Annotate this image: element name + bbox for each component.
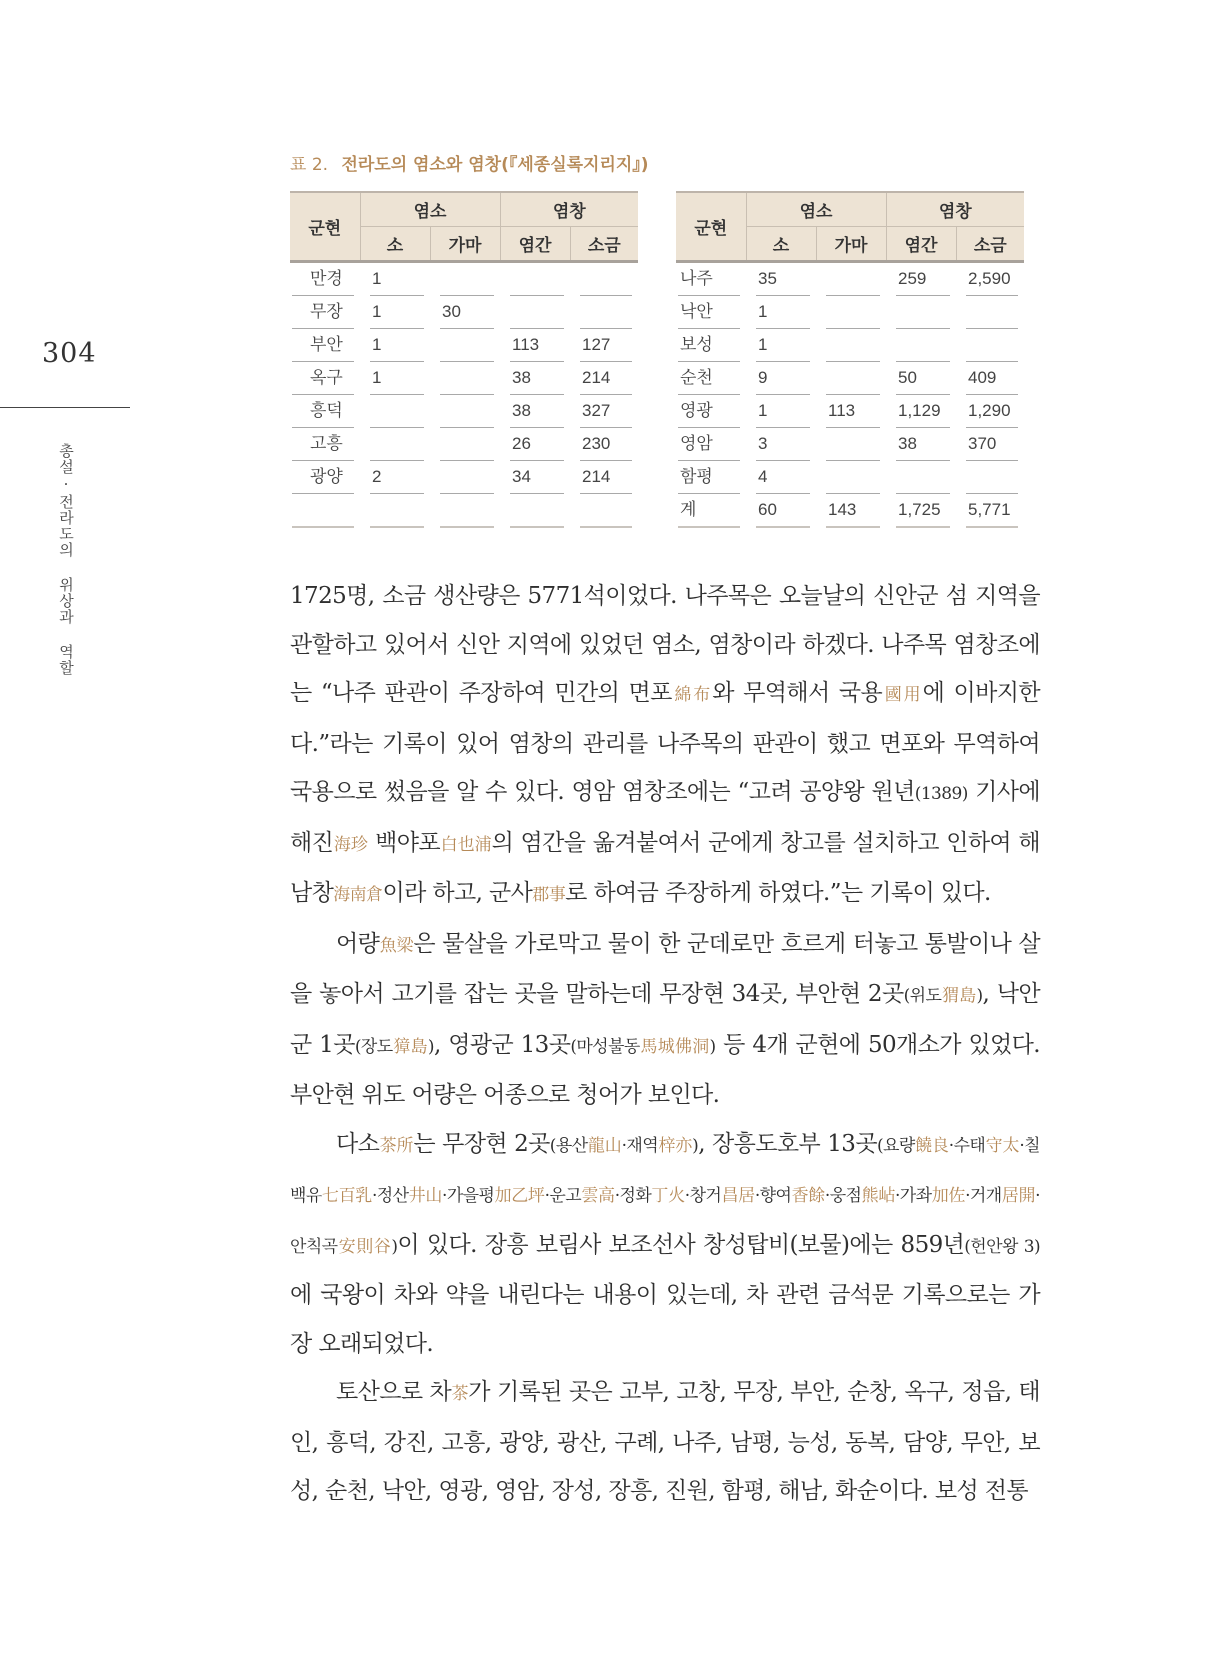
header-county: 군현	[290, 192, 360, 262]
hanja-annotation: 龍山	[587, 1135, 622, 1156]
header-sogeum: 소금	[956, 227, 1024, 262]
cell-gama: 143	[816, 494, 886, 528]
header-yeomchang: 염창	[500, 192, 638, 227]
cell-so: 1	[360, 329, 430, 362]
text-run: 이라 하고, 군사	[382, 880, 533, 906]
small-note: ·가을평	[442, 1186, 495, 1206]
table-row	[676, 428, 1024, 461]
small-note: ·정화	[614, 1186, 652, 1206]
hanja-annotation: 茶	[451, 1384, 469, 1404]
cell-county: 만경	[290, 262, 360, 297]
cell-gama	[816, 461, 886, 494]
cell-sogeum: 409	[956, 362, 1024, 395]
table-row	[290, 362, 638, 395]
table-row	[676, 461, 1024, 494]
cell-so	[360, 494, 430, 528]
cell-gama	[816, 362, 886, 395]
cell-so	[360, 395, 430, 428]
paragraph-fish-weirs	[290, 920, 1040, 1120]
cell-sogeum	[570, 296, 638, 329]
hanja-annotation: 海南倉	[333, 885, 383, 905]
small-note: ·거개	[965, 1186, 1002, 1206]
text-run: , 낙안군 1곳	[290, 981, 1040, 1058]
hanja-annotation: 加乙坪	[494, 1186, 545, 1206]
header-yeomso: 염소	[746, 192, 886, 227]
cell-county: 나주	[676, 262, 746, 297]
hanja-annotation: 馬城佛洞	[639, 1036, 710, 1057]
text-run: 가 기록된 곳은 고부, 고창, 무장, 부안, 순창, 옥구, 정읍, 태인, 흥덕, 강진, 고흥, 광양, 광산, 구례, 나주, 남평, 능성, 동복, 담양, 무안, 보성, 순천, 낙안, 영광, 영암, 장성, 장흥, 진원, 함평, 해남, 화순이다. 보성 전통	[290, 1379, 1040, 1504]
text-run: 이 있다. 장흥 보림사 보조선사 창성탑비(보물)에는 859년	[397, 1231, 965, 1258]
cell-county: 광양	[290, 461, 360, 494]
cell-sogeum	[570, 262, 638, 297]
table-row	[676, 494, 1024, 528]
cell-sogeum: 327	[570, 395, 638, 428]
hanja-annotation: 加佐	[931, 1186, 966, 1206]
cell-sogeum: 5,771	[956, 494, 1024, 528]
text-run: 토산으로 차	[336, 1379, 452, 1405]
small-note: ·재역	[621, 1135, 659, 1156]
cell-sogeum: 2,590	[956, 262, 1024, 297]
cell-so: 1	[746, 395, 816, 428]
header-so: 소	[360, 227, 430, 262]
cell-yeomgan	[500, 296, 570, 329]
cell-gama	[430, 395, 500, 428]
paragraph-tea-products	[290, 1368, 1040, 1516]
chapter-side-title: 총설·전라도의 위상과 역할	[57, 443, 75, 676]
cell-so: 60	[746, 494, 816, 528]
cell-yeomgan	[500, 262, 570, 297]
header-sogeum: 소금	[570, 227, 638, 262]
small-note: (위도	[903, 986, 942, 1006]
small-note: ·정산	[371, 1186, 409, 1206]
small-note: ·웅점	[824, 1186, 862, 1206]
table-row	[676, 395, 1024, 428]
table-caption-number: 표 2.	[290, 155, 329, 175]
cell-gama	[430, 428, 500, 461]
hanja-annotation: 熊岾	[861, 1186, 895, 1206]
cell-so: 2	[360, 461, 430, 494]
cell-so: 1	[360, 262, 430, 297]
cell-yeomgan: 34	[500, 461, 570, 494]
cell-so: 3	[746, 428, 816, 461]
cell-yeomgan	[886, 461, 956, 494]
small-note: )	[709, 1036, 716, 1057]
cell-yeomgan: 26	[500, 428, 570, 461]
page-number: 304	[42, 338, 97, 369]
cell-gama	[430, 461, 500, 494]
cell-county: 부안	[290, 329, 360, 362]
cell-yeomgan: 1,725	[886, 494, 956, 528]
small-note: ·안칙곡	[290, 1186, 1040, 1257]
text-run: , 장흥도호부 13곳	[698, 1130, 877, 1157]
cell-sogeum: 1,290	[956, 395, 1024, 428]
page-divider	[0, 407, 130, 408]
paragraph-tea-places	[290, 1120, 1040, 1369]
hanja-annotation: 海珍	[333, 834, 368, 855]
cell-county: 흥덕	[290, 395, 360, 428]
table-row	[676, 262, 1024, 297]
cell-yeomgan: 1,129	[886, 395, 956, 428]
header-so: 소	[746, 227, 816, 262]
text-run: 와 무역해서 국용	[712, 680, 883, 706]
cell-yeomgan	[886, 296, 956, 329]
cell-sogeum: 127	[570, 329, 638, 362]
cell-county: 옥구	[290, 362, 360, 395]
cell-gama	[430, 362, 500, 395]
hanja-annotation: 安則谷	[337, 1236, 392, 1257]
cell-yeomgan: 50	[886, 362, 956, 395]
cell-so: 9	[746, 362, 816, 395]
hanja-annotation: 香餘	[791, 1186, 825, 1206]
header-yeomso: 염소	[360, 192, 500, 227]
hanja-annotation: 魚梁	[379, 935, 414, 956]
table-row	[290, 329, 638, 362]
cell-sogeum	[570, 494, 638, 528]
table-row	[290, 428, 638, 461]
cell-gama: 30	[430, 296, 500, 329]
cell-gama	[430, 262, 500, 297]
table-row	[290, 494, 638, 528]
cell-sogeum: 230	[570, 428, 638, 461]
table-row	[290, 262, 638, 297]
text-run: 어량	[336, 930, 380, 957]
cell-sogeum: 214	[570, 362, 638, 395]
small-note: (1389)	[914, 784, 968, 804]
small-note: (마성불동	[570, 1036, 640, 1057]
cell-sogeum: 214	[570, 461, 638, 494]
cell-county: 영광	[676, 395, 746, 428]
cell-county: 영암	[676, 428, 746, 461]
small-note: ·수태	[948, 1135, 986, 1156]
cell-county: 순천	[676, 362, 746, 395]
cell-county: 계	[676, 494, 746, 528]
cell-gama	[816, 296, 886, 329]
table-row	[676, 296, 1024, 329]
text-run: 등 4개 군현에 50개소가 있었다. 부안현 위도 어량은 어종으로 청어가 보인다.	[290, 1031, 1041, 1108]
cell-so: 1	[360, 362, 430, 395]
header-gama: 가마	[816, 227, 886, 262]
table-caption-title: 전라도의 염소와 염창(『세종실록지리지』)	[341, 155, 649, 175]
header-yeomchang: 염창	[886, 192, 1024, 227]
table-row	[290, 395, 638, 428]
cell-so: 1	[746, 296, 816, 329]
cell-yeomgan	[886, 329, 956, 362]
cell-gama	[816, 262, 886, 297]
text-run: 로 하여금 주장하게 하였다.”는 기록이 있다.	[565, 880, 991, 906]
hanja-annotation: 丁火	[651, 1186, 685, 1206]
cell-county: 고흥	[290, 428, 360, 461]
text-run: 백야포	[367, 829, 441, 856]
hanja-annotation: 獐島	[392, 1036, 428, 1057]
small-note: )	[427, 1036, 434, 1057]
small-note: ·창거	[684, 1186, 722, 1206]
cell-gama	[816, 329, 886, 362]
small-note: )	[692, 1135, 699, 1156]
cell-gama: 113	[816, 395, 886, 428]
cell-county: 낙안	[676, 296, 746, 329]
cell-gama	[430, 494, 500, 528]
cell-gama	[430, 329, 500, 362]
small-note: (용산	[549, 1135, 588, 1156]
cell-so: 4	[746, 461, 816, 494]
cell-yeomgan: 259	[886, 262, 956, 297]
hanja-annotation: 雲高	[581, 1186, 615, 1206]
text-run: 1725명, 소금 생산량은 5771석이었다. 나주목은 오늘날의 신안군 섬 지역을 관할하고 있어서 신안 지역에 있었던 염소, 염창이라 하겠다. 나주목 염창조에는 “나주 판관이 주장하여 민간의 면포	[290, 583, 1040, 706]
hanja-annotation: 昌居	[721, 1186, 755, 1206]
text-run: 에 이바지한다.”라는 기록이 있어 염창의 관리를 나주목의 판관이 했고 면포와 무역하여 국용으로 썼음을 알 수 있다. 영암 염창조에는 “고려 공양왕 원년	[290, 680, 1040, 805]
small-note: )	[391, 1236, 398, 1257]
salt-table-right	[676, 191, 1024, 528]
cell-sogeum	[956, 461, 1024, 494]
small-note: ·향여	[754, 1186, 792, 1206]
hanja-annotation: 綿布	[671, 685, 713, 705]
salt-table-left	[290, 191, 638, 528]
table-row	[676, 329, 1024, 362]
table-caption	[290, 150, 649, 175]
small-note: )	[976, 986, 983, 1006]
cell-so: 35	[746, 262, 816, 297]
cell-county	[290, 494, 360, 528]
hanja-annotation: 梓亦	[658, 1135, 693, 1156]
hanja-annotation: 七百乳	[321, 1186, 372, 1206]
paragraph-salt-storage	[290, 572, 1040, 920]
small-note: (헌안왕 3)	[964, 1236, 1040, 1257]
hanja-annotation: 猬島	[941, 986, 977, 1006]
cell-sogeum: 370	[956, 428, 1024, 461]
cell-sogeum	[956, 329, 1024, 362]
hanja-annotation: 茶所	[379, 1135, 414, 1156]
cell-yeomgan: 38	[500, 362, 570, 395]
body-text	[290, 572, 1040, 1516]
cell-yeomgan: 38	[500, 395, 570, 428]
table-row	[290, 461, 638, 494]
header-county: 군현	[676, 192, 746, 262]
hanja-annotation: 井山	[408, 1186, 443, 1206]
hanja-annotation: 國用	[882, 685, 923, 705]
cell-so: 1	[360, 296, 430, 329]
cell-county: 무장	[290, 296, 360, 329]
hanja-annotation: 白也浦	[440, 834, 492, 855]
text-run: 은 물살을 가로막고 물이 한 군데로만 흐르게 터놓고 통발이나 살을 놓아서 고기를 잡는 곳을 말하는데 무장현 34곳, 부안현 2곳	[290, 930, 1040, 1007]
cell-yeomgan	[500, 494, 570, 528]
hanja-annotation: 守太	[985, 1135, 1020, 1156]
cell-county: 보성	[676, 329, 746, 362]
cell-so: 1	[746, 329, 816, 362]
text-run: 다소	[336, 1130, 380, 1157]
text-run: 는 무장현 2곳	[413, 1130, 550, 1157]
small-note: (장도	[354, 1036, 393, 1057]
text-run: 에 국왕이 차와 약을 내린다는 내용이 있는데, 차 관련 금석문 기록으로는 가장 오래되었다.	[290, 1282, 1040, 1357]
cell-so	[360, 428, 430, 461]
hanja-annotation: 饒良	[914, 1135, 949, 1156]
header-yeomgan: 염간	[886, 227, 956, 262]
small-note: ·운고	[544, 1186, 582, 1206]
table-row	[290, 296, 638, 329]
header-yeomgan: 염간	[500, 227, 570, 262]
small-note: (요량	[876, 1135, 915, 1156]
text-run: , 영광군 13곳	[433, 1031, 571, 1058]
text-run: 기사에 해진	[290, 779, 1040, 856]
header-gama: 가마	[430, 227, 500, 262]
small-note: ·칠백유	[290, 1135, 1040, 1206]
table-row	[676, 362, 1024, 395]
cell-yeomgan: 113	[500, 329, 570, 362]
cell-yeomgan: 38	[886, 428, 956, 461]
hanja-annotation: 居開	[1001, 1186, 1036, 1206]
cell-county: 함평	[676, 461, 746, 494]
cell-gama	[816, 428, 886, 461]
cell-sogeum	[956, 296, 1024, 329]
hanja-annotation: 郡事	[532, 885, 566, 905]
small-note: ·가좌	[895, 1186, 932, 1206]
text-run: 의 염간을 옮겨붙여서 군에게 창고를 설치하고 인하여 해남창	[290, 829, 1040, 906]
